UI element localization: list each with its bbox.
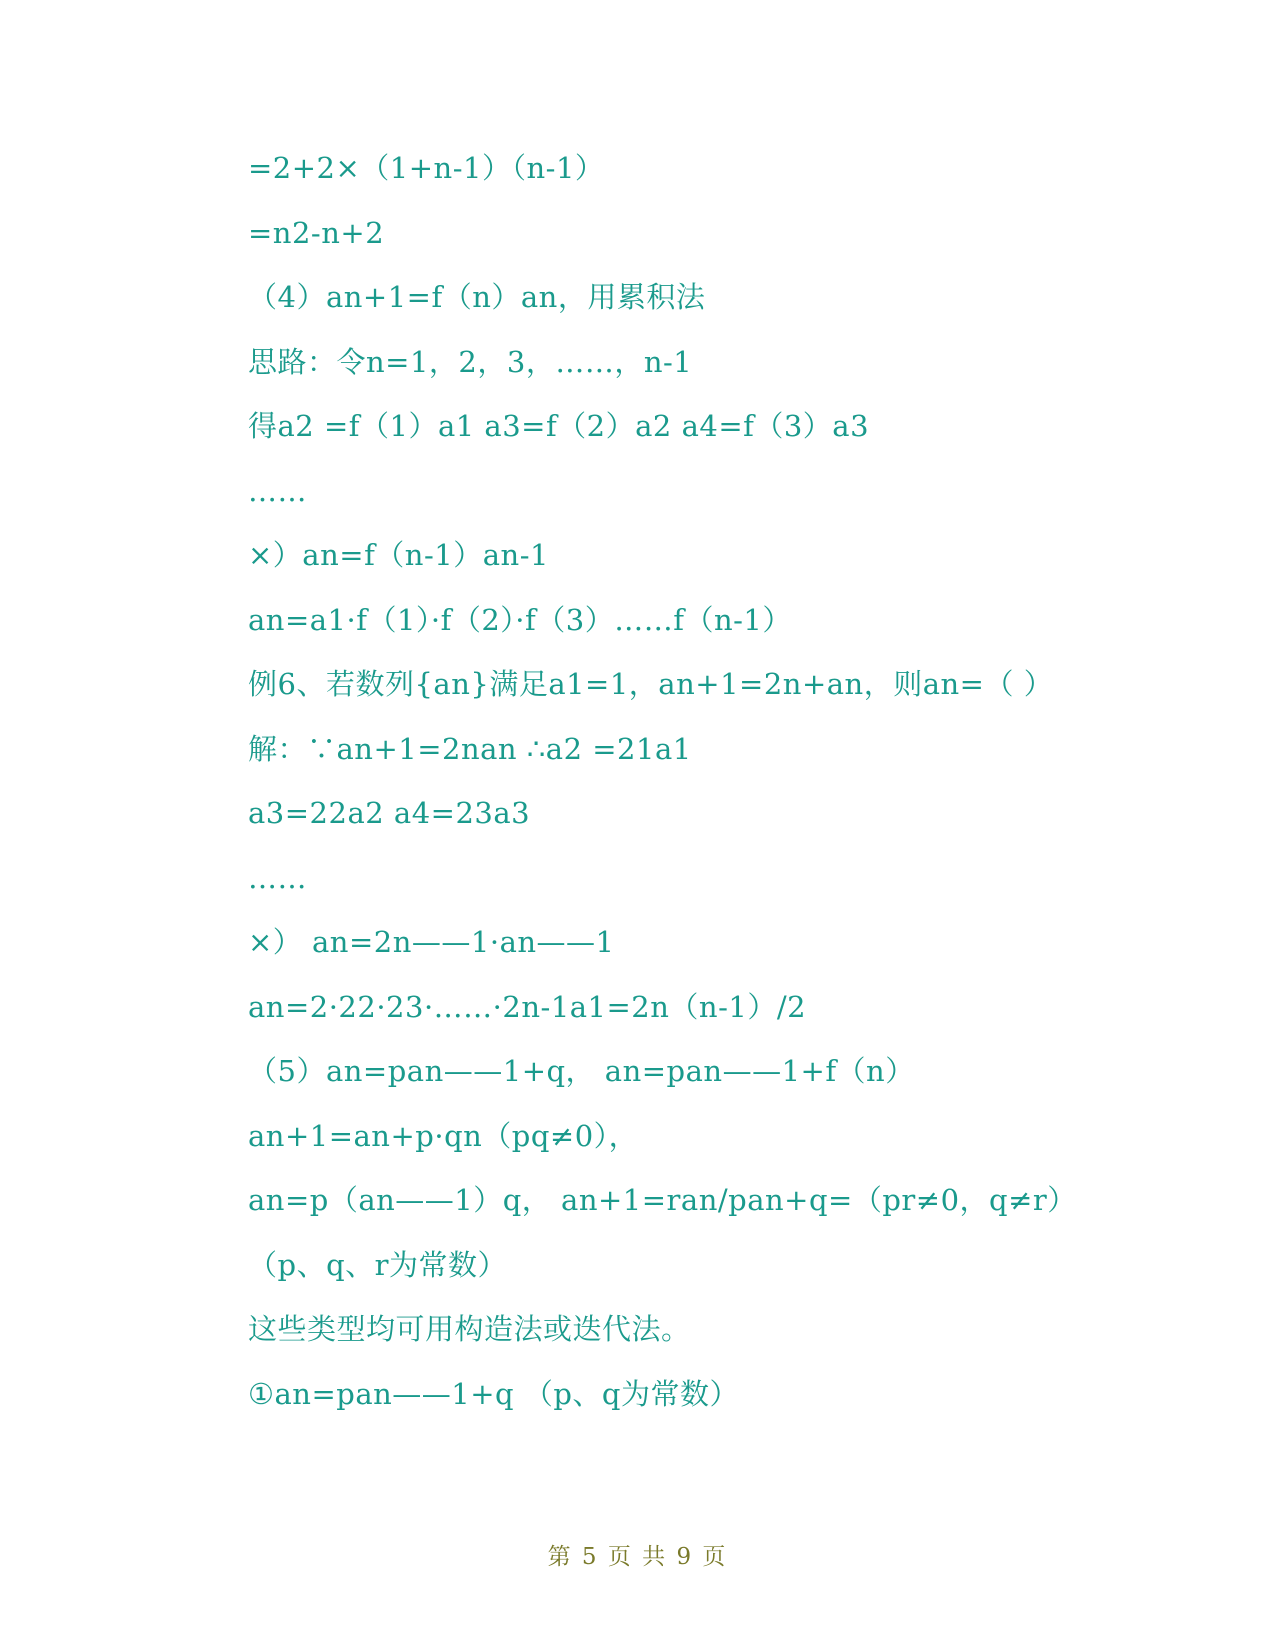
- text-line: ①an=pan——1+q （p、q为常数）: [248, 1376, 739, 1411]
- text-line: 解：∵an+1=2nan ∴a2 =21a1: [248, 731, 692, 766]
- text-line: ×） an=2n——1·an——1: [248, 925, 615, 959]
- text-line: =2+2×（1+n-1）（n-1）: [248, 151, 605, 185]
- text-line: ……: [248, 473, 307, 508]
- text-line: ……: [248, 860, 307, 895]
- text-line: 思路：令n=1，2，3，……，n-1: [248, 344, 693, 379]
- text-line: （p、q、r为常数）: [248, 1247, 507, 1282]
- text-line: =n2-n+2: [248, 215, 385, 250]
- text-line: 得a2 =f（1）a1 a3=f（2）a2 a4=f（3）a3: [248, 409, 870, 443]
- text-line: 例6、若数列{an}满足a1=1，an+1=2n+an，则an=（ ）: [248, 667, 1054, 701]
- text-line: an=a1·f（1）·f（2）·f（3）……f（n-1）: [248, 602, 792, 637]
- page-footer: 第 5 页 共 9 页: [547, 1544, 728, 1570]
- text-line: an=p（an——1）q， an+1=ran/pan+q=（pr≠0，q≠r）: [248, 1183, 1077, 1217]
- text-line: an=2·22·23·……·2n-1a1=2n（n-1）/2: [248, 989, 807, 1024]
- page-body: [248, 148, 1128, 1438]
- text-line: （5）an=pan——1+q， an=pan——1+f（n）: [248, 1054, 915, 1088]
- text-line: 这些类型均可用构造法或迭代法。: [248, 1312, 691, 1346]
- text-line: ×）an=f（n-1）an-1: [248, 538, 549, 572]
- text-line: （4）an+1=f（n）an，用累积法: [248, 280, 706, 314]
- text-line: an+1=an+p·qn（pq≠0），: [248, 1118, 639, 1153]
- text-line: a3=22a2 a4=23a3: [248, 796, 531, 830]
